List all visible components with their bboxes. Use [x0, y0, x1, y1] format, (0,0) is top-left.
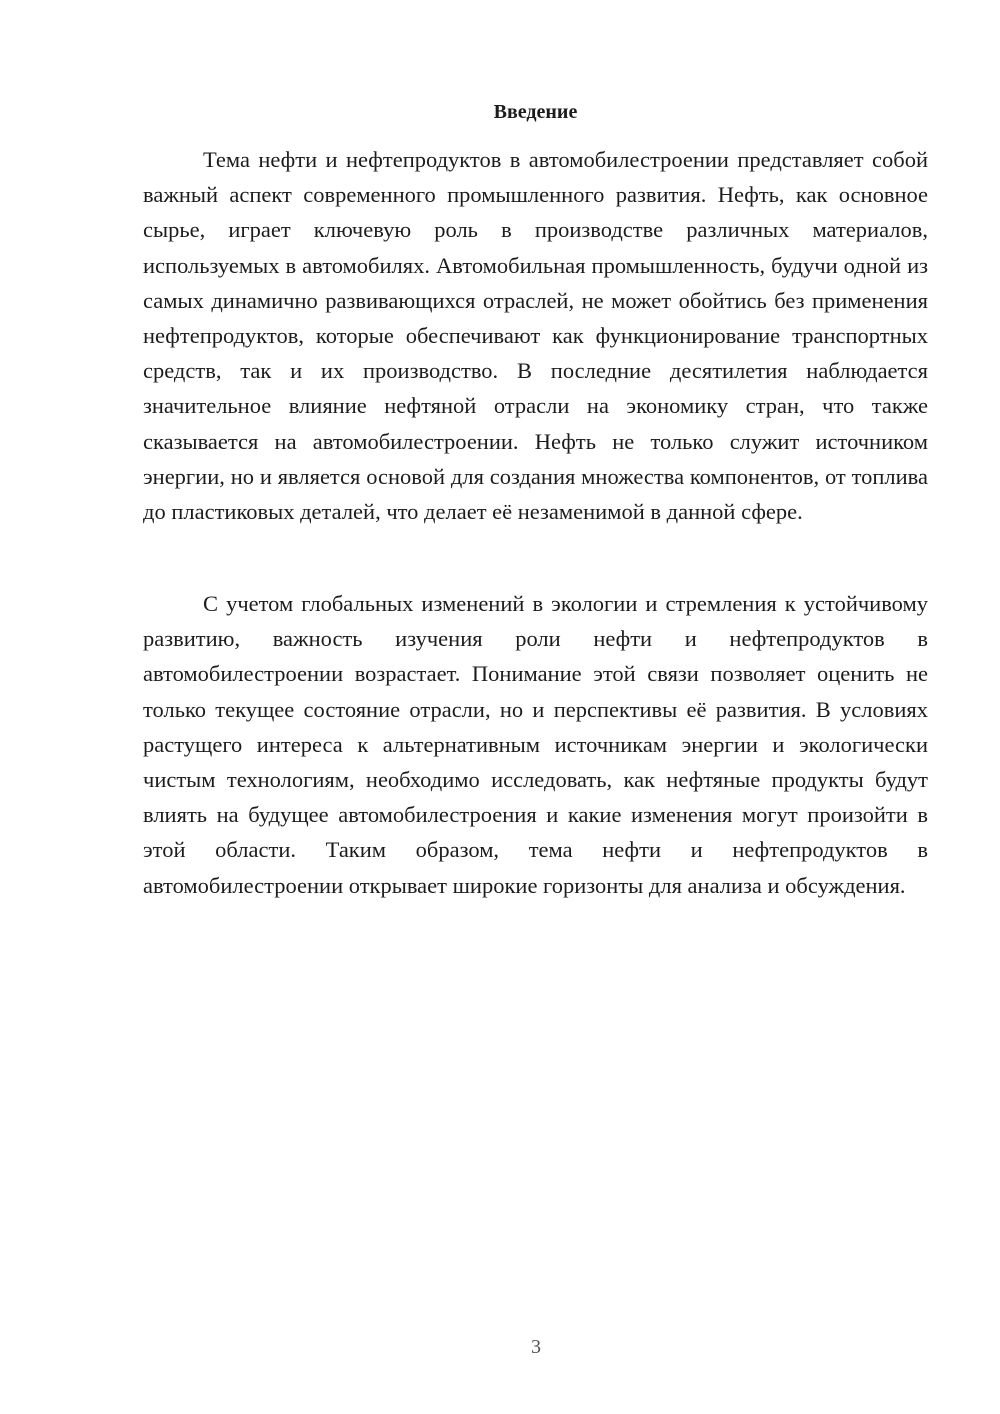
section-heading: Введение	[493, 101, 578, 123]
page-number: 3	[531, 1336, 541, 1358]
paragraph-2: С учетом глобальных изменений в экологии и стремления к устойчивому развитию, важность изучения роли нефти и нефтепродуктов в автомобилестроении возрастает. Понимание этой связи позволяет оценить не только текущее состояние отрасли, но и перспективы её развития. В условиях растущего интереса к альтернативным источникам энергии и экологически чистым технологиям, необходимо исследовать, как нефтяные продукты будут влиять на будущее автомобилестроения и какие изменения могут произойти в этой области. Таким образом, тема нефти и нефтепродуктов в автомобилестроении открывает широкие горизонты для анализа и обсуждения.	[143, 591, 928, 898]
paragraph-1: Тема нефти и нефтепродуктов в автомобилестроении представляет собой важный аспект современного промышленного развития. Нефть, как основное сырье, играет ключевую роль в производстве различных материалов, используемых в автомобилях. Автомобильная промышленность, будучи одной из самых динамично развивающихся отраслей, не может обойтись без применения нефтепродуктов, которые обеспечивают как функционирование транспортных средств, так и их производство. В последние десятилетия наблюдается значительное влияние нефтяной отрасли на экономику стран, что также сказывается на автомобилестроении. Нефть не только служит источником энергии, но и является основой для создания множества компонентов, от топлива до пластиковых деталей, что делает её незаменимой в данной сфере.	[143, 147, 928, 525]
